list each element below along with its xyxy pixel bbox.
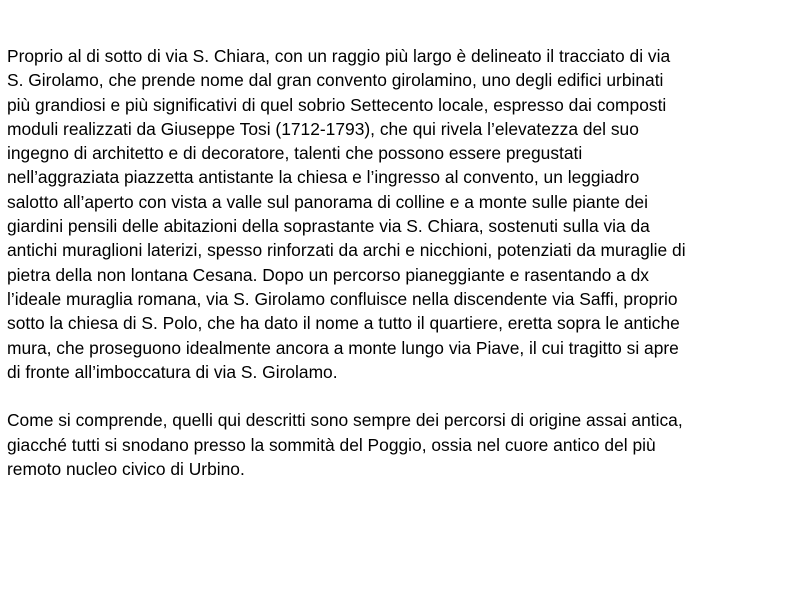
text-line: ingegno di architetto e di decoratore, talenti che possono essere pregustati [7,143,583,164]
text-line: Come si comprende, quelli qui descritti sono sempre dei percorsi di origine assai antica, [7,410,683,431]
text-line: remoto nucleo civico di Urbino. [7,459,245,480]
paragraph-spacer [7,384,793,408]
text-line: antichi muraglioni laterizi, spesso rinforzati da archi e nicchioni, potenziati da muraglie di [7,240,686,261]
text-line: moduli realizzati da Giuseppe Tosi (1712-1793), che qui rivela l’elevatezza del suo [7,118,639,139]
text-line: mura, che proseguono idealmente ancora a monte lungo via Piave, il cui tragitto si apre [7,337,679,358]
text-line: l’ideale muraglia romana, via S. Girolamo confluisce nella discendente via Saffi, proprio [7,288,678,309]
paragraph-1 [7,44,793,384]
paragraph-2 [7,408,793,481]
text-line: Proprio al di sotto di via S. Chiara, con un raggio più largo è delineato il tracciato di via [7,46,671,66]
text-line: giardini pensili delle abitazioni della soprastante via S. Chiara, sostenuti sulla via da [7,216,650,237]
text-line: S. Girolamo, che prende nome dal gran convento girolamino, uno degli edifici urbinati [7,70,664,91]
text-line: nell’aggraziata piazzetta antistante la chiesa e l’ingresso al convento, un leggiadro [7,167,640,188]
text-line: salotto all’aperto con vista a valle sul panorama di colline e a monte sulle piante dei [7,191,648,212]
text-line: giacché tutti si snodano presso la sommità del Poggio, ossia nel cuore antico del più [7,434,656,455]
body-text [7,44,793,481]
text-line: più grandiosi e più significativi di quel sobrio Settecento locale, espresso dai composti [7,94,667,115]
text-line: di fronte all’imboccatura di via S. Girolamo. [7,361,338,382]
text-line: pietra della non lontana Cesana. Dopo un percorso pianeggiante e rasentando a dx [7,264,649,285]
text-line: sotto la chiesa di S. Polo, che ha dato il nome a tutto il quartiere, eretta sopra le antiche [7,313,680,334]
